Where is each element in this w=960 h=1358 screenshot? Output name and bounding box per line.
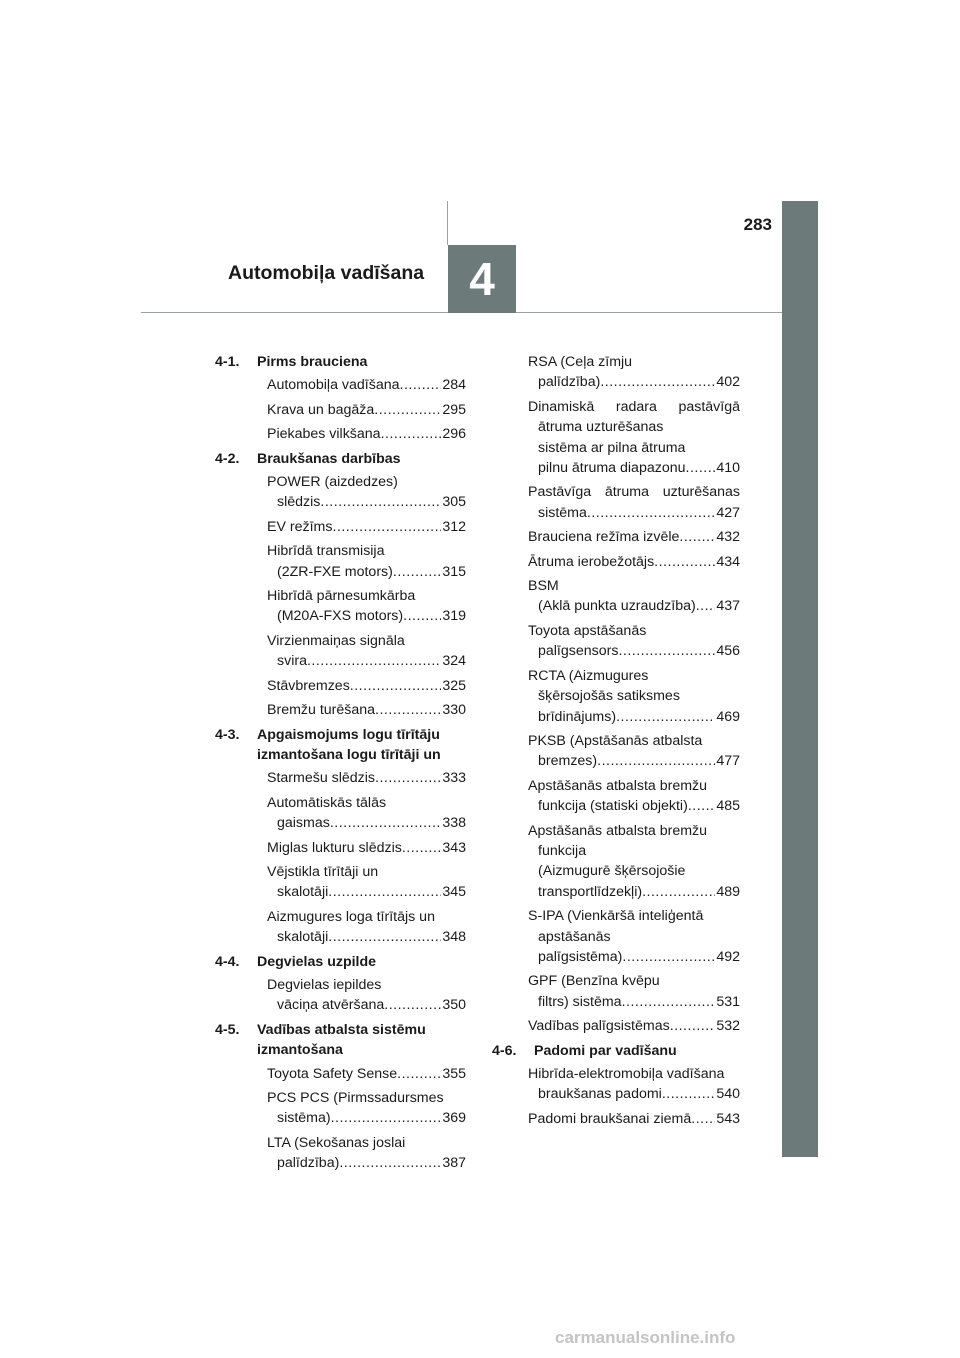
toc-entry-text [267,793,466,834]
toc-entry-label: transportlīdzekļi) [538,883,643,900]
toc-page-ref: 324 [442,653,466,670]
toc-entry-line [528,372,740,392]
toc-entry [215,631,466,672]
toc-entry-line: Aizmugures loga tīrītājs un [267,908,435,925]
toc-entry-label: Starmešu slēdzis [267,770,376,787]
toc-page-ref: 295 [442,401,466,418]
toc-section-title [257,352,466,372]
toc-dot-leader [587,503,715,523]
toc-dot-leader [328,882,441,902]
toc-entry [492,776,740,817]
toc-section-title-line: Vadības atbalsta sistēmu [257,1021,426,1038]
toc-entry-line [267,676,466,696]
toc-entry-line [528,552,740,572]
toc-section-title [257,952,466,972]
toc-section-heading [215,352,466,372]
toc-entry-line [267,492,466,512]
toc-entry-line: šķērsojošās satiksmes [538,688,680,705]
toc-entry-line: Hibrīda-elektromobiļa vadīšana [528,1066,725,1082]
toc-entry [492,527,740,547]
toc-entry [215,517,466,537]
toc-entry-word: Dinamiskā [528,398,595,415]
toc-section-title-line: izmantošana logu tīrītāji un [257,746,441,763]
toc-page-ref: 477 [716,753,740,770]
toc-entry-line [267,838,466,858]
toc-left-column [215,352,466,1178]
toc-entry-label: palīdzība) [538,374,601,391]
toc-entry-label: slēdzis [277,494,321,511]
toc-dot-leader [403,606,441,626]
toc-section-number: 4-6. [492,1042,517,1059]
toc-entry-text [528,821,740,903]
toc-entry-label: Toyota Safety Sense [267,1065,398,1082]
toc-page-ref: 531 [716,993,740,1010]
toc-entry-label: (M20A-FXS motors) [277,608,404,625]
toc-entry [215,400,466,420]
toc-page-ref: 489 [716,883,740,900]
toc-entry-line [528,796,740,816]
toc-entry [215,676,466,696]
toc-entry [492,352,740,393]
toc-dot-leader [622,992,716,1012]
toc-entry [215,586,466,627]
toc-page-ref: 543 [716,1110,740,1127]
toc-entry-line: BSM [528,578,559,595]
toc-entry-label: gaismas [277,815,330,832]
toc-entry-line [267,375,466,395]
toc-page-ref: 345 [442,884,466,901]
toc-dot-leader [320,492,441,512]
toc-page-ref: 348 [442,929,466,946]
toc-entry-label: Miglas lukturu slēdzis [267,839,402,856]
toc-entry [215,375,466,395]
toc-entry-line [528,482,740,502]
toc-entry-word: ātruma [604,484,649,501]
toc-entry-text [528,352,740,393]
toc-entry-line [267,768,466,788]
toc-entry [215,975,466,1016]
toc-page-ref: 434 [716,553,740,570]
toc-entry [492,1016,740,1036]
toc-entry-text [267,1064,466,1084]
toc-entry-line: Virzienmaiņas signāla [267,632,405,649]
toc-entry-line: Hibrīdā transmisija [267,543,385,560]
toc-entry [492,552,740,572]
toc-entry [215,1064,466,1084]
toc-section-number: 4-2. [215,450,240,467]
toc-entry-line [267,995,466,1015]
toc-entry-label: filtrs) sistēma [538,993,622,1010]
toc-section-title-line: Apgaismojums logu tīrītāju [257,726,440,743]
toc-entry-line [528,503,740,523]
toc-page-ref: 437 [716,598,740,615]
toc-entry-text [528,552,740,572]
toc-entry-text [267,541,466,582]
toc-entry [492,1064,740,1105]
toc-dot-leader [384,995,441,1015]
toc-entry-line [267,562,466,582]
toc-page-ref: 338 [442,815,466,832]
toc-section-title [257,1020,466,1061]
toc-entry-text [267,975,466,1016]
toc-entry-text [528,1064,740,1105]
toc-entry-word: pastāvīgā [678,398,740,415]
toc-section-heading [215,1020,466,1061]
toc-page-ref: 540 [716,1086,740,1103]
toc-entry-line [267,517,466,537]
toc-entry-label: braukšanas padomi [538,1086,662,1103]
toc-dot-leader [393,562,441,582]
toc-dot-leader [679,527,715,547]
toc-entry-line [267,651,466,671]
toc-entry [492,1109,740,1129]
toc-dot-leader [597,751,715,771]
toc-entry-label: (2ZR-FXE motors) [277,563,393,580]
toc-entry-label: Ātruma ierobežotājs [528,553,655,570]
toc-dot-leader [350,676,442,696]
toc-entry [215,768,466,788]
toc-page-ref: 333 [442,770,466,787]
toc-entry-line: sistēma ar pilna ātruma [538,439,686,456]
toc-dot-leader [339,1153,441,1173]
toc-page-ref: 432 [716,529,740,546]
toc-dot-leader [618,641,715,661]
toc-section-title [257,449,466,469]
toc-section-number: 4-1. [215,354,240,370]
toc-entry [215,907,466,948]
toc-dot-leader [616,707,715,727]
toc-entry-text [267,862,466,903]
toc-entry-line [528,1084,740,1104]
toc-page-ref: 402 [716,374,740,391]
toc-entry [215,472,466,513]
toc-section-number: 4-5. [215,1021,240,1038]
toc-entry [492,971,740,1012]
toc-entry-line: ātruma uzturēšanas [538,419,664,436]
toc-entry-line [267,1153,466,1173]
toc-entry-word: radara [615,398,657,415]
toc-entry-line [528,458,740,478]
toc-entry-text [267,424,466,444]
toc-entry-label: sistēma) [277,1110,331,1127]
toc-dot-leader [696,596,716,616]
toc-entry-line [528,947,740,967]
toc-page-ref: 319 [442,608,466,625]
toc-dot-leader [400,375,442,395]
toc-entry-text [267,631,466,672]
toc-entry-line [528,397,740,417]
toc-entry-label: vāciņa atvēršana [277,997,385,1014]
toc-page-ref: 387 [442,1155,466,1172]
toc-page-ref: 325 [442,677,466,694]
toc-page-ref: 330 [442,702,466,719]
toc-entry-line: Apstāšanās atbalsta bremžu [528,777,708,794]
toc-page-ref: 369 [442,1110,466,1127]
toc-entry-text [528,906,740,967]
toc-entry-text [528,621,740,662]
toc-section-title [534,1041,740,1061]
toc-page-ref: 410 [716,460,740,477]
toc-dot-leader [328,927,441,947]
toc-dot-leader [600,372,715,392]
toc-entry-line [528,707,740,727]
toc-entry-label: sistēma [538,504,587,521]
toc-page-ref: 469 [716,708,740,725]
toc-entry-line: RSA (Ceļa zīmju [528,354,633,370]
toc-entry [492,576,740,617]
toc-entry-line [267,927,466,947]
toc-section-heading [492,1041,740,1061]
toc-entry-text [528,731,740,772]
toc-entry-text [267,838,466,858]
toc-section-title-line: Braukšanas darbības [257,450,401,467]
toc-page-ref: 305 [442,494,466,511]
toc-entry-text [267,517,466,537]
toc-entry-line: PCS PCS (Pirmssadursmes [267,1090,444,1106]
toc-entry-line: Vējstikla tīrītāji un [267,863,379,880]
toc-entry [215,1088,466,1129]
toc-page-ref: 532 [716,1018,740,1035]
toc-entry-line [267,424,466,444]
toc-entry-label: Automobiļa vadīšana [267,377,400,394]
toc-entry-text [267,907,466,948]
toc-entry-label: Brauciena režīma izvēle [528,529,680,546]
toc-entry-line: GPF (Benzīna kvēpu [528,973,660,990]
toc-dot-leader [330,813,441,833]
toc-entry-line: funkcija [538,842,587,859]
toc-entry-label: bremzes) [538,753,598,770]
toc-dot-leader [691,1109,715,1129]
toc-entry-line [267,1064,466,1084]
toc-section-title-line: Degvielas uzpilde [257,953,377,970]
toc-page-ref: 312 [442,518,466,535]
toc-section-heading [215,725,466,766]
toc-section-title-line: Pirms brauciena [257,354,368,370]
toc-dot-leader [375,768,441,788]
toc-entry-word: uzturēšanas [662,484,740,501]
watermark: carmanualsonline.info [555,1328,736,1347]
toc-entry [215,838,466,858]
toc-entry-text [528,576,740,617]
toc-entry-text [267,472,466,513]
toc-entry-text [267,586,466,627]
toc-entry-line [528,596,740,616]
toc-entry-label: Vadības palīgsistēmas [528,1018,670,1035]
toc-section-number: 4-3. [215,726,240,743]
toc-entry-label: Krava un bagāža [267,401,375,418]
toc-entry-line [528,1109,740,1129]
toc-entry [215,862,466,903]
toc-entry-text [528,1109,740,1129]
toc-entry-line [267,400,466,420]
toc-entry-line [267,813,466,833]
toc-entry-label: pilnu ātruma diapazonu [538,460,686,477]
toc-entry-label: EV režīms [267,518,333,535]
toc-page-ref: 456 [716,643,740,660]
toc-entry-line: apstāšanās [538,928,611,945]
toc-dot-leader [670,1016,716,1036]
toc-entry-line: Automātiskās tālās [267,794,387,811]
toc-page-ref: 355 [442,1065,466,1082]
toc-entry-label: palīgsensors [538,643,619,660]
toc-right-column [492,352,740,1133]
toc-entry-line: Apstāšanās atbalsta bremžu [528,822,708,839]
toc-entry-label: skalotāji [277,929,329,946]
toc-entry-label: Padomi braukšanai ziemā [528,1110,692,1127]
toc-entry-text [267,375,466,395]
toc-entry-text [528,527,740,547]
toc-entry-text [267,1133,466,1174]
toc-entry-label: skalotāji [277,884,329,901]
toc-entry [215,424,466,444]
toc-dot-leader [642,882,715,902]
toc-entry-label: (Aklā punkta uzraudzība) [538,598,696,615]
toc-entry-text [267,700,466,720]
toc-page-ref: 492 [716,948,740,965]
toc-dot-leader [375,700,441,720]
toc-entry-text [528,971,740,1012]
toc-entry-line [528,882,740,902]
toc-entry-text [528,482,740,523]
toc-dot-leader [662,1084,716,1104]
toc-entry-line [267,606,466,626]
toc-section-title-line: Padomi par vadīšanu [534,1042,677,1059]
toc-entry-label: palīdzība) [277,1155,340,1172]
toc-dot-leader [374,400,441,420]
chapter-side-tab [782,201,818,1157]
toc-entry-line: POWER (aizdedzes) [267,474,398,491]
toc-entry-word: Pastāvīga [528,484,592,501]
toc-entry-label: palīgsistēma) [538,948,623,965]
toc-entry-label: funkcija (statiski objekti) [538,798,688,815]
toc-entry [492,621,740,662]
toc-page-ref: 350 [442,997,466,1014]
toc-entry-text [528,776,740,817]
toc-dot-leader [331,1108,442,1128]
toc-dot-leader [397,1064,441,1084]
toc-dot-leader [307,651,441,671]
toc-entry [215,793,466,834]
toc-entry-line [267,882,466,902]
toc-page-ref: 315 [442,563,466,580]
toc-entry-line: Degvielas iepildes [267,976,382,993]
toc-entry [492,482,740,523]
toc-entry [215,1133,466,1174]
toc-dot-leader [402,838,441,858]
toc-entry-line: (Aizmugurē šķērsojošie [538,863,686,880]
page-number: 283 [743,215,772,234]
toc-entry-text [267,676,466,696]
toc-entry-text [267,1088,466,1129]
toc-entry-text [267,768,466,788]
toc-dot-leader [654,552,715,572]
toc-page-ref: 296 [442,426,466,443]
toc-page-ref: 485 [716,798,740,815]
toc-entry-line [528,1016,740,1036]
toc-entry [492,731,740,772]
toc-entry-line: Toyota apstāšanās [528,622,647,639]
toc-entry-line [528,751,740,771]
toc-entry-label: brīdinājums) [538,708,617,725]
toc-section-heading [215,449,466,469]
toc-entry-label: Bremžu turēšana [267,702,376,719]
toc-section-title-line: izmantošana [257,1042,343,1059]
toc-entry [492,397,740,479]
toc-entry-line: Hibrīdā pārnesumkārba [267,588,416,605]
chapter-title: Automobiļa vadīšana [228,262,425,284]
toc-entry [215,700,466,720]
toc-entry-line [528,641,740,661]
toc-dot-leader [688,796,716,816]
toc-entry [215,541,466,582]
toc-entry-text [267,400,466,420]
toc-entry-line [267,700,466,720]
chapter-number-box: 4 [448,245,516,313]
toc-entry-label: Stāvbremzes [267,677,350,694]
toc-dot-leader [622,947,715,967]
toc-entry-text [528,666,740,727]
toc-section-heading [215,952,466,972]
toc-entry-line: RCTA (Aizmugures [528,667,649,684]
toc-entry-line [528,527,740,547]
toc-page-ref: 284 [442,377,466,394]
toc-entry-line [267,1108,466,1128]
toc-entry-line: S-IPA (Vienkāršā inteliģentā [528,908,704,925]
toc-entry [492,906,740,967]
toc-entry [492,821,740,903]
chapter-divider-line [447,201,448,245]
toc-entry-text [528,397,740,479]
toc-entry-text [528,1016,740,1036]
toc-entry-label: svira [277,653,307,670]
toc-dot-leader [381,424,442,444]
toc-entry-line: PKSB (Apstāšanās atbalsta [528,732,703,749]
toc-page-ref: 427 [716,504,740,521]
toc-section-number: 4-4. [215,953,240,970]
toc-entry-line [528,992,740,1012]
toc-entry [492,666,740,727]
toc-entry-label: Piekabes vilkšana [267,426,381,443]
toc-section-title [257,725,466,766]
toc-entry-line: LTA (Sekošanas joslai [267,1134,406,1151]
toc-dot-leader [686,458,716,478]
toc-dot-leader [332,517,441,537]
toc-page-ref: 343 [442,839,466,856]
